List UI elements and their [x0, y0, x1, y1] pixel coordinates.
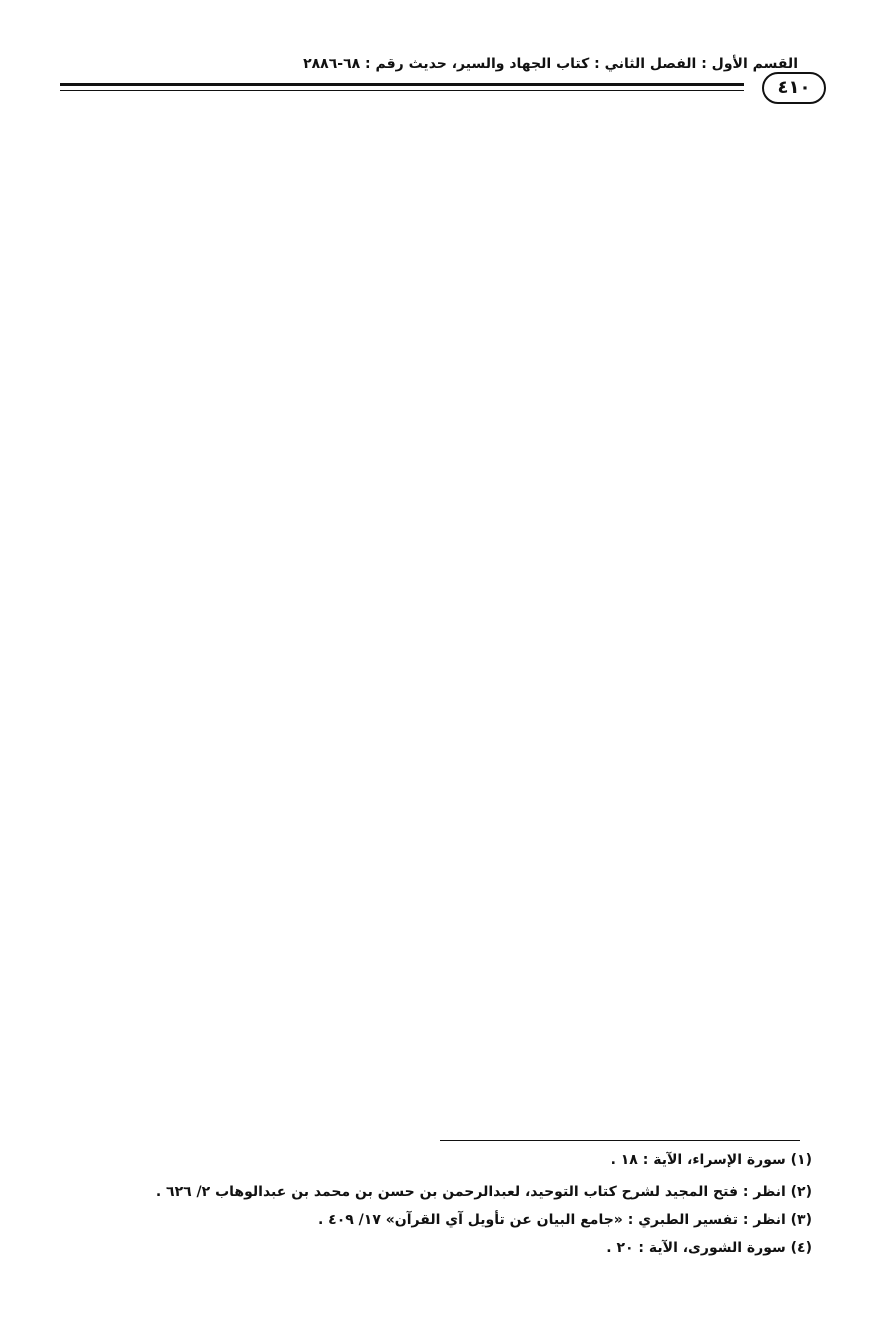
footnote: (٢) انظر : فتح المجيد لشرح كتاب التوحيد، لعبدالرحمن بن حسن بن محمد بن عبدالوهاب ٢/ ٦٢٦ . — [155, 1184, 812, 1200]
footnote: (٣) انظر : تفسير الطبري : «جامع البيان عن تأويل آي القرآن» ١٧/ ٤٠٩ . — [317, 1212, 812, 1228]
footnote: (١) سورة الإسراء، الآية : ١٨ . — [610, 1152, 812, 1168]
footnote: (٤) سورة الشورى، الآية : ٢٠ . — [606, 1240, 812, 1256]
page-number: ٤١٠ — [762, 72, 826, 104]
running-header: القسم الأول : الفصل الثاني : كتاب الجهاد والسير، حديث رقم : ٦٨-٢٨٨٦ — [303, 56, 798, 72]
footnote-separator — [440, 1140, 800, 1141]
header-rule-thin — [60, 90, 744, 91]
header-rule-thick — [60, 83, 744, 86]
